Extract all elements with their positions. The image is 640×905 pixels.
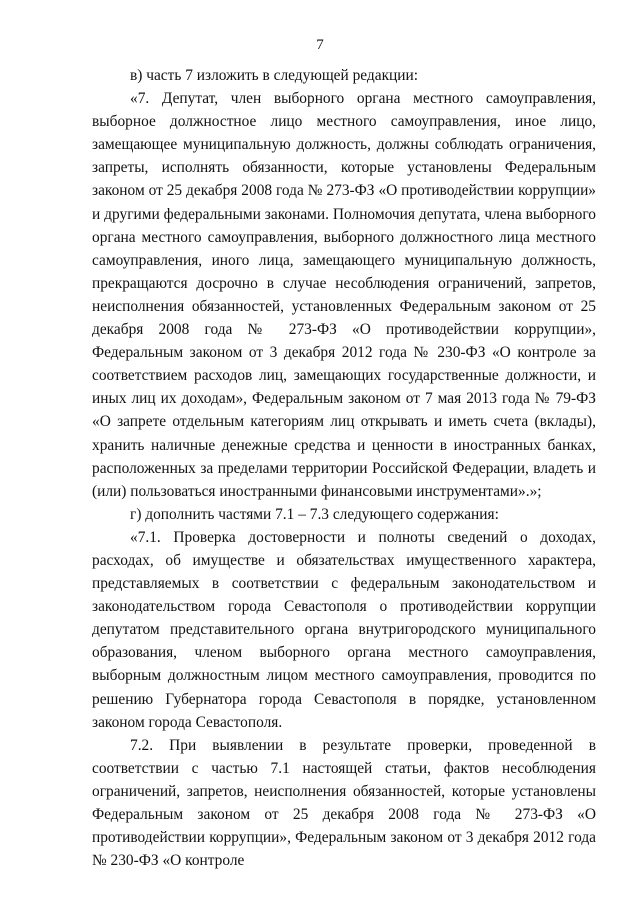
paragraph-part-7-2: 7.2. При выявлении в результате проверки, проведенной в соответствии с частью 7.1 настоящей статьи, фактов несоблюдения ограничений, запретов, неисполнения обязанностей, которые установлены Федеральным законом от 25 декабря 2008 года № 273-ФЗ «О противодействии коррупции», Федеральным законом от 3 декабря 2012 года № 230-ФЗ «О контроле — [92, 736, 596, 870]
paragraph-g-intro: г) дополнить частями 7.1 – 7.3 следующего содержания: — [130, 505, 499, 523]
paragraph-v-intro: в) часть 7 изложить в следующей редакции: — [130, 67, 419, 84]
paragraph-part-7: «7. Депутат, член выборного органа местного самоуправления, выборное должностное лицо местного самоуправления, иное лицо, замещающее муниципальную должность, должны соблюдать ограничения, запреты, исполнять обязанности, которые установлены Федеральным законом от 25 декабря 2008 года № 273-ФЗ «О противодействии коррупции» и другими федеральными законами. Полномочия депутата, члена выборного органа местного самоуправления, выборного должностного лица местного самоуправления, иного лица, замещающего муниципальную должность, прекращаются досрочно в случае несоблюдения ограничений, запретов, неисполнения обязанностей, установленных Федеральным законом от 25 декабря 2008 года № 273-ФЗ «О противодействии коррупции», Федеральным законом от 3 декабря 2012 года № 230-ФЗ «О контроле за соответствием расходов лиц, замещающих государственные должности, и иных лиц их доходам», Федеральным законом от 7 мая 2013 года № 79-ФЗ «О запрете отдельным категориям лиц открывать и иметь счета (вклады), хранить наличные денежные средства и ценности в иностранных банках, расположенных за пределами территории Российской Федерации, владеть и (или) пользоваться иностранными финансовыми инструментами».»; — [92, 90, 596, 500]
page-number: 7 — [316, 37, 324, 53]
document-body — [92, 64, 596, 872]
paragraph-part-7-1: «7.1. Проверка достоверности и полноты сведений о доходах, расходах, об имуществе и обязательствах имущественного характера, представляемых в соответствии с федеральным законодательством и законодательством города Севастополя о противодействии коррупции депутатом представительного органа внутригородского муниципального образования, членом выборного органа местного самоуправления, выборным должностным лицом местного самоуправления, проводится по решению Губернатора города Севастополя в порядке, установленном законом города Севастополя. — [92, 528, 596, 731]
